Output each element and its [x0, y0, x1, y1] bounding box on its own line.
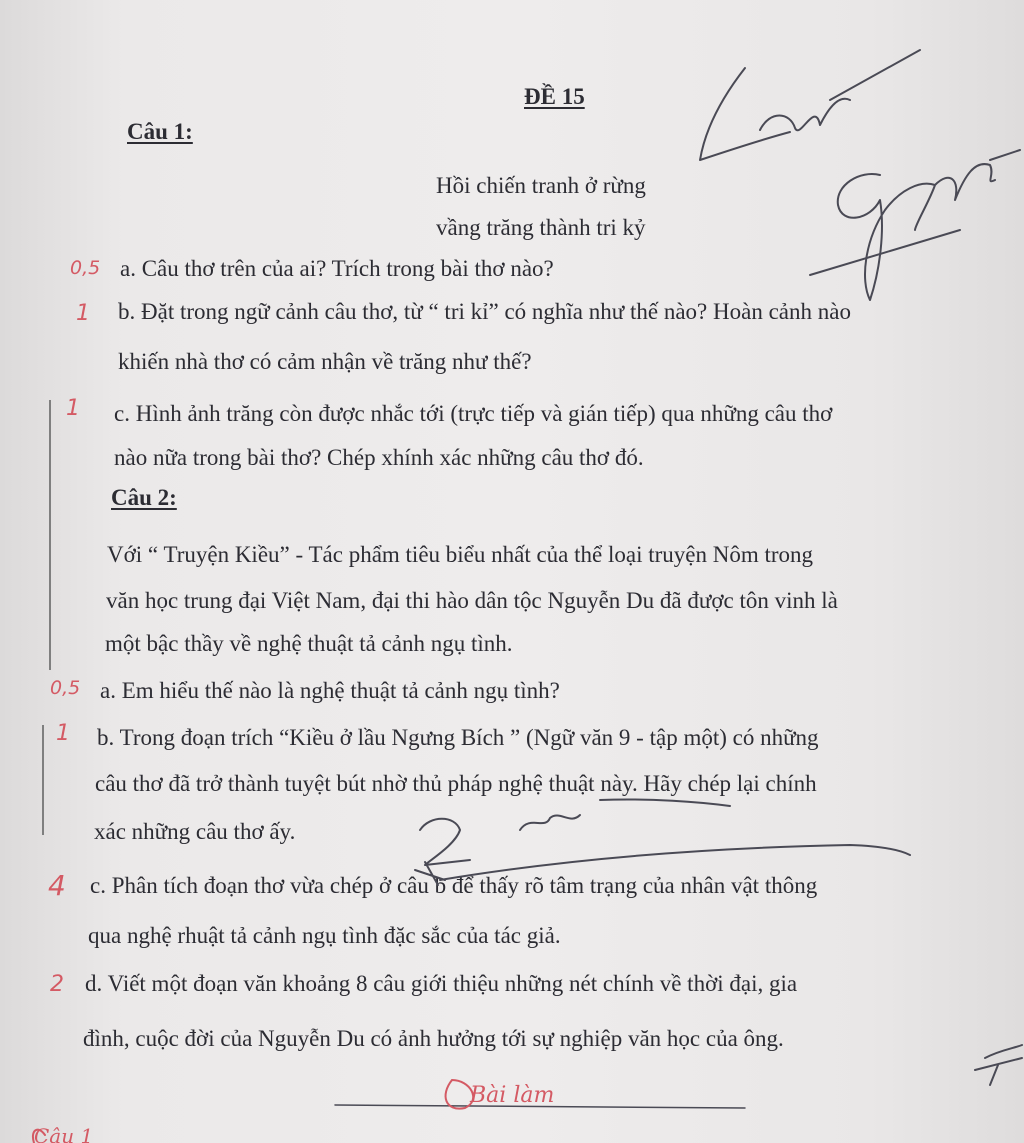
- cau1-question-a: a. Câu thơ trên của ai? Trích trong bài thơ nào?: [120, 256, 554, 281]
- score-mark-1c: 1: [66, 396, 80, 421]
- poem-line-2: vầng trăng thành tri kỷ: [436, 215, 646, 240]
- signature-scribble: [700, 50, 920, 160]
- cau2-question-b-line3: xác những câu thơ ấy.: [94, 819, 296, 844]
- cau1-question-b-line1: b. Đặt trong ngữ cảnh câu thơ, từ “ tri kỉ” có nghĩa như thế nào? Hoàn cảnh nào: [118, 299, 851, 324]
- cau2-question-d-line2: đình, cuộc đời của Nguyễn Du có ảnh hưởng tới sự nghiệp văn học của ông.: [83, 1026, 784, 1051]
- score-mark-2a: 0,5: [50, 677, 81, 699]
- cau2-question-a: a. Em hiểu thế nào là nghệ thuật tả cảnh ngụ tình?: [100, 678, 560, 703]
- cau2-intro-line3: một bậc thầy về nghệ thuật tả cảnh ngụ tình.: [105, 631, 513, 656]
- cau2-question-c-line1: c. Phân tích đoạn thơ vừa chép ở câu b để thấy rõ tâm trạng của nhân vật thông: [90, 873, 818, 898]
- score-mark-2d: 2: [50, 972, 64, 997]
- cau2-intro-line1: Với “ Truyện Kiều” - Tác phẩm tiêu biểu nhất của thể loại truyện Nôm trong: [107, 542, 814, 567]
- score-mark-1a: 0,5: [70, 257, 101, 279]
- cau2-heading: Câu 2:: [111, 485, 177, 510]
- pencil-scribble: [520, 815, 580, 830]
- pencil-line: [440, 845, 910, 880]
- cau1-question-b-line2: khiến nhà thơ có cảm nhận về trăng như thế?: [118, 349, 532, 374]
- score-mark-2c: 4: [48, 869, 66, 902]
- cau1-question-c-line2: nào nữa trong bài thơ? Chép xhính xác những câu thơ đó.: [114, 445, 644, 470]
- signature-scribble: [838, 150, 1020, 300]
- pencil-scribble: [415, 819, 470, 885]
- poem-line-1: Hồi chiến tranh ở rừng: [436, 173, 646, 198]
- cau-handwritten-partial: Câu 1: [34, 1124, 94, 1143]
- pencil-scribble: [975, 1045, 1022, 1085]
- score-mark-1b: 1: [76, 301, 90, 326]
- score-mark-2b: 1: [56, 721, 70, 746]
- cau2-question-c-line2: qua nghệ rhuật tả cảnh ngụ tình đặc sắc của tác giả.: [88, 923, 561, 948]
- cau1-heading: Câu 1:: [127, 119, 193, 144]
- cau2-question-d-line1: d. Viết một đoạn văn khoảng 8 câu giới thiệu những nét chính về thời đại, gia: [85, 971, 798, 996]
- exam-title: ĐỀ 15: [524, 84, 585, 109]
- pencil-underline: [600, 799, 730, 806]
- cau2-intro-line2: văn học trung đại Việt Nam, đại thi hào dân tộc Nguyễn Du đã được tôn vinh là: [106, 588, 838, 613]
- cau2-question-b-line2: câu thơ đã trở thành tuyệt bút nhờ thủ pháp nghệ thuật này. Hãy chép lại chính: [95, 771, 817, 796]
- cau1-question-c-line1: c. Hình ảnh trăng còn được nhắc tới (trực tiếp và gián tiếp) qua những câu thơ: [114, 401, 833, 426]
- cau2-question-b-line1: b. Trong đoạn trích “Kiều ở lầu Ngưng Bích ” (Ngữ văn 9 - tập một) có những: [97, 725, 819, 750]
- bai-lam-handwritten: Bài làm: [470, 1083, 555, 1108]
- signature-scribble: [810, 230, 960, 275]
